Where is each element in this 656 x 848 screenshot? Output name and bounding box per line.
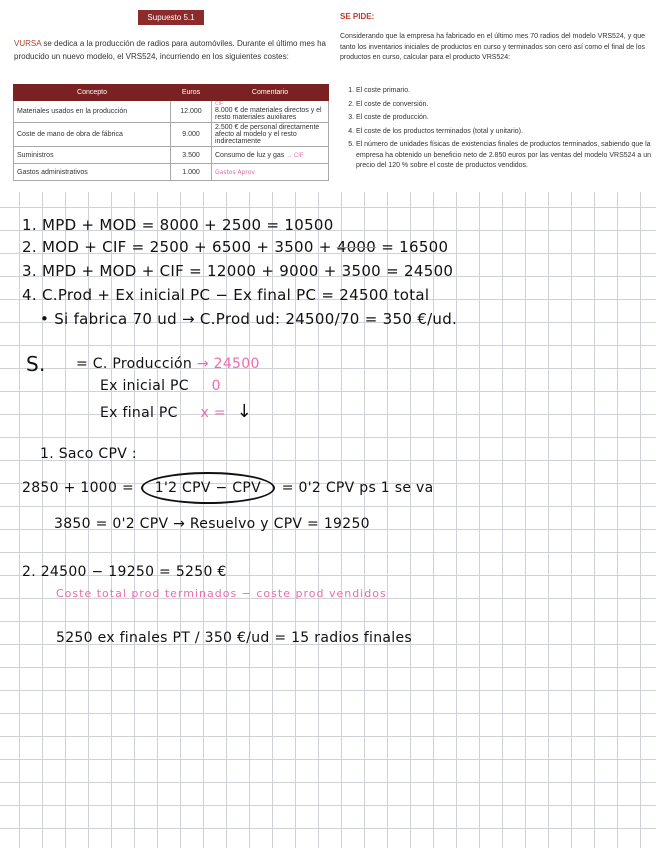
note-line-5: • Si fabrica 70 ud → C.Prod ud: 24500/70 = 350 €/ud.	[40, 310, 458, 328]
s-ex-final	[100, 401, 252, 422]
cell-concept: Coste de mano de obra de fábrica	[14, 123, 171, 147]
s-val-1: → 24500	[196, 356, 260, 372]
s-eq-text: = C. Producción	[76, 356, 193, 372]
part-1-line-2: 3850 = 0'2 CPV → Resuelvo y CPV = 19250	[54, 516, 370, 532]
header-concepto: Concepto	[14, 85, 171, 101]
cell-comment	[212, 147, 329, 164]
exercise-sheet	[0, 0, 656, 192]
list-item: 5. El número de unidades físicas de existencias finales de productos terminados, sabiendo que la empresa ha obtenido un beneficio neto de 2.850 euros por las ventas del modelo VRS524 a un precio del 120 % sobre el coste de productos vendidos.	[356, 140, 656, 172]
se-pide-text: Considerando que la empresa ha fabricado en el último mes 70 radios del modelo VRS524, y que tanto los inventarios iniciales de productos en curso y terminados son cero así como el final de los productos en curso, calcular para el producto VRS524:	[340, 33, 645, 61]
part-2-note: Coste total prod terminados − coste prod vendidos	[56, 587, 387, 600]
cell-euros: 1.000	[171, 164, 212, 181]
header-comentario: Comentario	[212, 85, 329, 101]
cell-euros: 12.000	[171, 101, 212, 123]
table-row	[14, 164, 329, 181]
note-line-2	[22, 238, 448, 256]
list-item: 2. El coste de conversión.	[356, 100, 656, 111]
exercise-title: Supuesto 5.1	[138, 10, 204, 25]
s-val-3: x =	[200, 405, 226, 421]
s-equation	[76, 356, 260, 372]
part-1-eq-text: 2850 + 1000 =	[22, 480, 139, 496]
cell-note: → CIF	[286, 152, 304, 159]
cell-note: Gastos Aprov	[212, 164, 329, 181]
s-val-2: 0	[211, 378, 221, 394]
note-line-2-a: 2. MOD + CIF = 2500 + 6500 + 3500 +	[22, 238, 337, 256]
note-line-2-b: 4000	[336, 238, 377, 256]
list-item: 3. El coste de producción.	[356, 113, 656, 124]
cell-euros: 9.000	[171, 123, 212, 147]
cell-note: CIF	[215, 101, 224, 107]
s-ex-inicial-text: Ex inicial PC	[100, 378, 189, 394]
intro-text: se dedica a la producción de radios para automóviles. Durante el último mes ha producido un nuevo modelo, el VRS524, incurriendo en los siguientes costes:	[14, 39, 326, 61]
table-row	[14, 147, 329, 164]
cell-comment: 2.500 € de personal directamente afecto al modelo y el resto indirectamente	[212, 123, 329, 147]
cell-concept: Suministros	[14, 147, 171, 164]
cell-comment-text: Consumo de luz y gas	[215, 151, 285, 159]
cell-concept: Materiales usados en la producción	[14, 101, 171, 123]
exercise-intro	[14, 38, 326, 63]
note-line-4: 4. C.Prod + Ex inicial PC − Ex final PC = 24500 total	[22, 286, 430, 304]
part-2-line: 2. 24500 − 19250 = 5250 €	[22, 564, 227, 580]
list-item: 4. El coste de los productos terminados (total y unitario).	[356, 127, 656, 138]
question-list	[340, 86, 656, 175]
s-ex-final-text: Ex final PC	[100, 405, 178, 421]
cell-concept: Gastos administrativos	[14, 164, 171, 181]
table-row	[14, 123, 329, 147]
part-1-title: 1. Saco CPV :	[40, 446, 137, 462]
note-line-3: 3. MPD + MOD + CIF = 12000 + 9000 + 3500 = 24500	[22, 262, 454, 280]
header-euros: Euros	[171, 85, 212, 101]
part-1-eq-text-2: = 0'2 CPV ps 1 se va	[276, 480, 434, 496]
circled-expression: 1'2 CPV − CPV	[141, 472, 275, 504]
note-line-2-c: = 16500	[376, 238, 449, 256]
table-row	[14, 101, 329, 123]
arrow-down-icon: ↓	[236, 401, 253, 422]
intro-brand: VURSA	[14, 39, 42, 48]
s-label: S.	[26, 352, 46, 376]
part-1-equation	[22, 472, 433, 504]
cell-comment-text: 8.000 € de materiales directos y el resto materiales auxiliares	[215, 107, 322, 121]
list-item: 1. El coste primario.	[356, 86, 656, 97]
se-pide-title: SE PIDE:	[340, 12, 375, 21]
note-line-1: 1. MPD + MOD = 8000 + 2500 = 10500	[22, 216, 334, 234]
cell-euros: 3.500	[171, 147, 212, 164]
cell-comment	[212, 101, 329, 123]
cost-table	[13, 84, 329, 181]
part-3-line: 5250 ex finales PT / 350 €/ud = 15 radios finales	[56, 630, 412, 646]
s-ex-inicial	[100, 378, 221, 394]
